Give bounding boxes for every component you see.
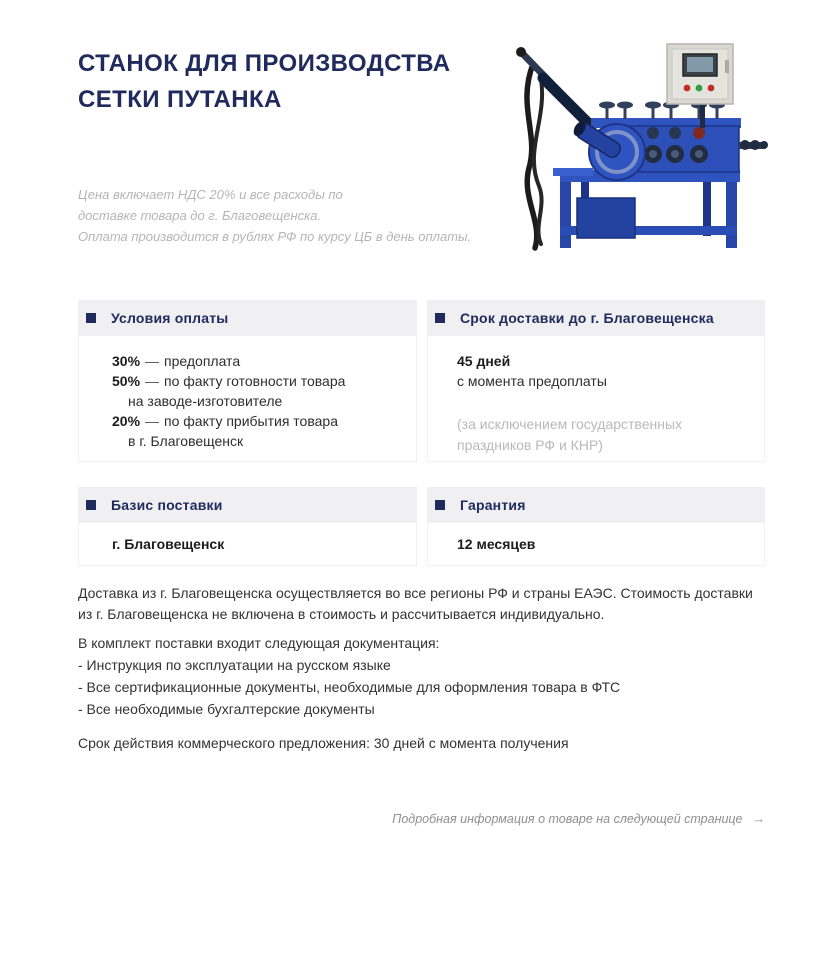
payment-term-20-continuation: в г. Благовещенск	[128, 433, 244, 449]
payment-term-50-continuation: на заводе-изготовителе	[128, 393, 283, 409]
delivery-paragraph: Доставка из г. Благовещенска осуществляется во все регионы РФ и страны ЕАЭС. Стоимость доставки из г. Благовещенска не включена в стоимость и рассчитывается индивидуально.	[78, 585, 753, 622]
page-title-line-2: СЕТКИ ПУТАНКА	[78, 86, 282, 113]
delivery-time-column	[427, 300, 765, 462]
delivery-days-value: 45 дней	[457, 353, 511, 369]
docs-intro: В комплект поставки входит следующая документация:	[78, 635, 440, 651]
basis-value: г. Благовещенск	[78, 523, 417, 566]
payment-term-50	[112, 371, 408, 391]
panel-pole	[700, 102, 705, 128]
payment-terms-header-label: Условия оплаты	[111, 310, 229, 326]
basis-header	[78, 487, 417, 523]
mesh-machine-illustration	[503, 30, 771, 258]
term-percent: 20%	[112, 413, 141, 429]
payment-terms-column	[78, 300, 417, 462]
control-panel	[667, 44, 733, 104]
hydraulic-tank	[577, 198, 635, 238]
payment-table	[78, 300, 765, 462]
delivery-since-label: с момента предоплаты	[457, 373, 607, 389]
delivery-time-body	[427, 336, 765, 462]
basis-column	[78, 487, 417, 566]
basis-table	[78, 487, 765, 566]
hydraulic-hose	[527, 64, 542, 248]
page-title-line-1: СТАНОК ДЛЯ ПРОИЗВОДСТВА	[78, 50, 451, 77]
basis-header-label: Базис поставки	[111, 497, 223, 513]
delivery-time-header-label: Срок доставки до г. Благовещенска	[460, 310, 714, 326]
documentation-block	[78, 633, 768, 720]
price-note-line-2: доставке товара до г. Благовещенска.	[78, 208, 322, 223]
warranty-header-label: Гарантия	[460, 497, 526, 513]
price-note	[78, 184, 471, 247]
warranty-value: 12 месяцев	[427, 523, 765, 566]
bullet-square-icon	[86, 500, 96, 510]
output-shaft	[739, 140, 768, 150]
term-text: по факту готовности товара	[164, 373, 346, 389]
bullet-square-icon	[435, 500, 445, 510]
term-dash: —	[145, 413, 160, 429]
footer-note	[78, 812, 765, 826]
delivery-exception-note	[457, 414, 756, 456]
delivery-note-line-2: праздников РФ и КНР)	[457, 437, 603, 453]
delivery-note-line-1: (за исключением государственных	[457, 416, 683, 432]
docs-item-3: - Все необходимые бухгалтерские документы	[78, 701, 375, 717]
docs-item-2: - Все сертификационные документы, необходимые для оформления товара в ФТС	[78, 679, 621, 695]
warranty-header	[427, 487, 765, 523]
arrow-right-icon: →	[752, 812, 765, 826]
term-text: по факту прибытия товара	[164, 413, 338, 429]
delivery-time-header	[427, 300, 765, 336]
product-image	[503, 30, 771, 258]
docs-item-1: - Инструкция по эксплуатации на русском языке	[78, 657, 391, 673]
warranty-column	[427, 487, 765, 566]
price-note-line-1: Цена включает НДС 20% и все расходы по	[78, 187, 343, 202]
payment-terms-body	[78, 336, 417, 462]
price-note-line-3: Оплата производится в рублях РФ по курсу ЦБ в день оплаты.	[78, 229, 472, 244]
bullet-square-icon	[86, 313, 96, 323]
footer-note-text: Подробная информация о товаре на следующей странице	[392, 812, 743, 826]
payment-terms-header	[78, 300, 417, 336]
term-dash: —	[145, 373, 160, 389]
page-title	[78, 46, 451, 118]
offer-validity-note: Срок действия коммерческого предложения: 30 дней с момента получения	[78, 735, 569, 751]
payment-term-20	[112, 411, 408, 431]
payment-term-30	[112, 351, 408, 371]
term-percent: 50%	[112, 373, 141, 389]
term-percent: 30%	[112, 353, 141, 369]
term-text: предоплата	[164, 353, 241, 369]
bullet-square-icon	[435, 313, 445, 323]
term-dash: —	[145, 353, 160, 369]
